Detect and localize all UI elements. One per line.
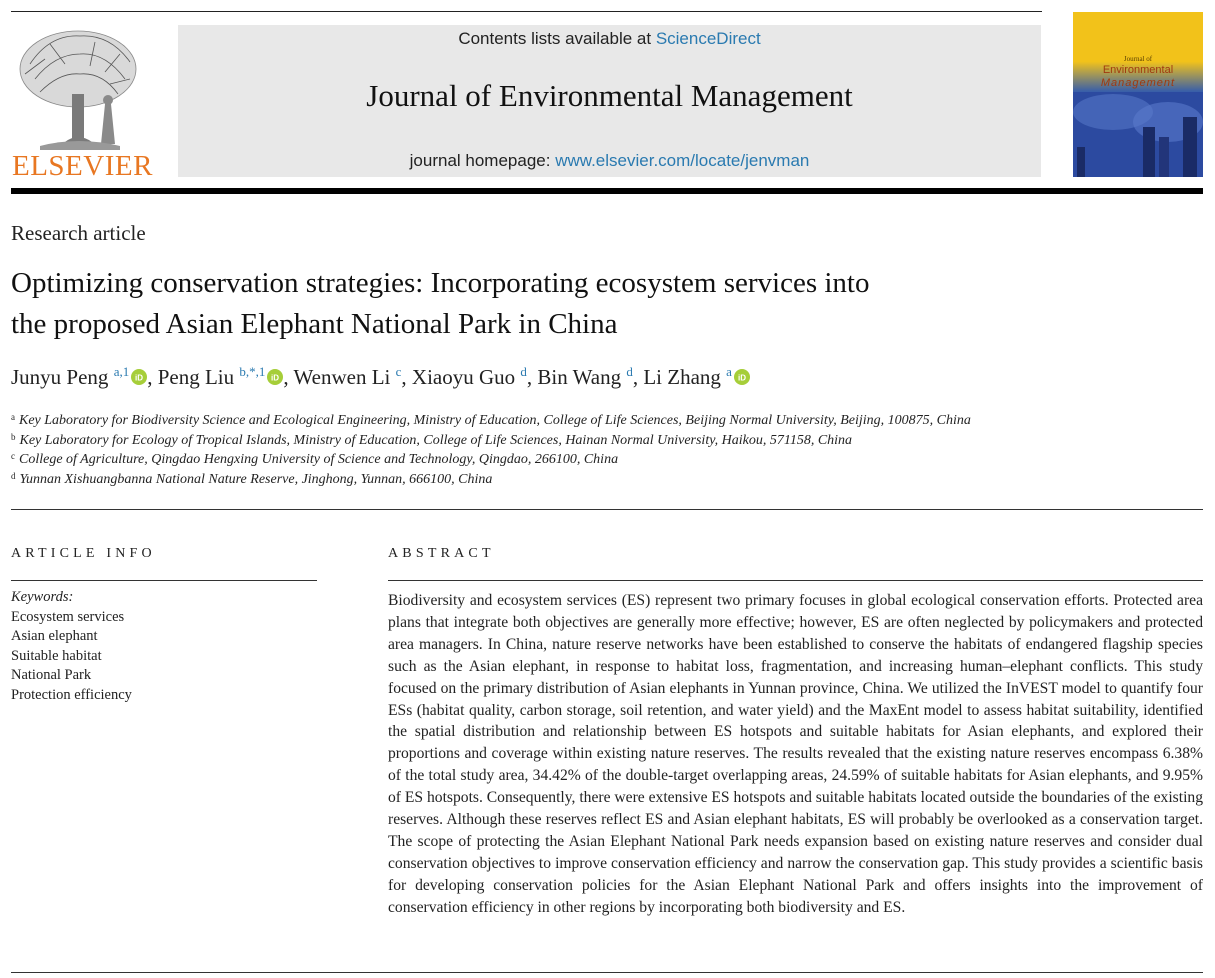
author-name[interactable]: Xiaoyu Guo <box>411 365 516 389</box>
affiliation-text: Key Laboratory for Ecology of Tropical Islands, Ministry of Education, College of Life Sciences, Hainan Normal University, Haikou, 571158, China <box>19 432 853 448</box>
abstract-text: Biodiversity and ecosystem services (ES) represent two primary focuses in global ecological conservation efforts. Protected area plans that integrate both objectives are generally more effective; however, ES are often neglected by policymakers and protected area managers. In China, nature reserve networks have been established to conserve the habitats of endangered flagship species such as the Asian elephant, in response to habitat loss, fragmentation, and increasing human–elephant conflicts. This study focused on the primary distribution of Asian elephants in Yunnan province, China. We utilized the InVEST model to quantify four ESs (habitat quality, carbon storage, soil retention, and water yield) and the MaxEnt model to assess habitat suitability, identified the spatial distribution and relationship between ES hotspots and suitable habitats for Asian elephants, and explored their proportions and coverage within existing nature reserves. The results revealed that the existing nature reserves encompass 6.38% of the total study area, 34.42% of the double-target overlapping areas, 24.59% of suitable habitats for Asian elephants, and 9.95% of ES hotspots. Consequently, there were extensive ES hotspots and suitable habitats located outside the boundaries of the existing reserves. Although these reserves reflect ES and Asian elephant habitats, ES will probably be overlooked as a conservation target. The scope of protecting the Asian Elephant National Park needs expansion based on existing nature reserves and consider dual conservation objectives to improve conservation efficiency and narrow the conservation gap. This study provides a scientific basis for developing conservation policies for the Asian Elephant National Park and offers insights into the improvement of conservation efficiency in other regions by incorporating both biodiversity and ES. <box>388 592 1203 916</box>
cover-cityscape-image <box>1073 92 1203 177</box>
author-name[interactable]: Li Zhang <box>643 365 721 389</box>
affiliation-marker: c <box>11 451 15 461</box>
affiliation-marker: a <box>11 412 15 422</box>
orcid-icon[interactable] <box>734 369 750 385</box>
header-thick-rule <box>11 188 1203 194</box>
keywords-block <box>11 588 132 705</box>
article-title-line-2: the proposed Asian Elephant National Park in China <box>11 308 618 340</box>
author-affiliation-marker[interactable]: a <box>726 364 732 379</box>
affiliation-item <box>11 450 971 470</box>
author-separator: , <box>401 365 412 389</box>
author-name[interactable]: Bin Wang <box>537 365 622 389</box>
keyword-item[interactable]: Ecosystem services <box>11 608 125 625</box>
abstract-heading: ABSTRACT <box>388 546 495 561</box>
author-list <box>11 365 750 390</box>
article-info-rule <box>11 580 317 581</box>
journal-title[interactable]: Journal of Environmental Management <box>366 78 853 113</box>
affiliation-marker: b <box>11 431 16 442</box>
keyword-item[interactable]: National Park <box>11 667 92 683</box>
contents-line <box>178 29 1041 49</box>
cover-small-line: Journal of <box>1123 55 1153 63</box>
author-separator: , <box>526 365 538 389</box>
affiliation-marker: d <box>11 470 16 481</box>
homepage-prefix: journal homepage: <box>409 151 556 170</box>
author-affiliation-marker[interactable]: a,1 <box>113 364 130 379</box>
article-title <box>11 263 1111 345</box>
publisher-wordmark: ELSEVIER <box>12 150 153 182</box>
cover-title-line-2: Management <box>1100 77 1176 89</box>
section-rule <box>11 509 1203 510</box>
article-title-line-1: Optimizing conservation strategies: Incorporating ecosystem services into <box>11 267 870 299</box>
author-affiliation-marker[interactable]: b,*,1 <box>239 364 266 379</box>
orcid-icon[interactable] <box>131 369 147 385</box>
author-affiliation-marker[interactable]: d <box>520 364 527 379</box>
keyword-item[interactable]: Protection efficiency <box>11 686 132 703</box>
author-separator: , <box>632 365 644 389</box>
author-name[interactable]: Peng Liu <box>157 365 235 389</box>
keywords-label: Keywords: <box>11 589 74 605</box>
author-separator: , <box>283 365 294 389</box>
affiliation-text: Yunnan Xishuangbanna National Nature Reserve, Jinghong, Yunnan, 666100, China <box>19 471 493 487</box>
affiliation-text: Key Laboratory for Biodiversity Science and Ecological Engineering, Ministry of Education, College of Life Sciences, Beijing Normal University, Beijing, 100875, China <box>19 413 971 428</box>
author-name[interactable]: Junyu Peng <box>11 365 109 389</box>
article-info-heading: ARTICLE INFO <box>11 546 156 561</box>
author-separator: , <box>147 365 158 389</box>
contents-prefix: Contents lists available at <box>458 29 656 48</box>
keyword-item[interactable]: Asian elephant <box>11 628 98 644</box>
author-affiliation-marker[interactable]: d <box>626 364 633 379</box>
top-rule <box>11 11 1042 12</box>
article-type: Research article <box>11 221 146 245</box>
author-name[interactable]: Wenwen Li <box>293 365 391 389</box>
svg-text:iD: iD <box>135 373 144 383</box>
cover-title-line-1: Environmental <box>1102 64 1174 76</box>
affiliation-list <box>11 411 971 489</box>
affiliation-item <box>11 431 971 451</box>
journal-banner <box>178 25 1041 177</box>
affiliation-text: College of Agriculture, Qingdao Hengxing University of Science and Technology, Qingdao, 266100, China <box>19 452 619 467</box>
bottom-rule <box>11 972 1203 973</box>
affiliation-item <box>11 470 971 490</box>
affiliation-item <box>11 411 971 431</box>
abstract-rule <box>388 580 1203 581</box>
keyword-item[interactable]: Suitable habitat <box>11 647 102 664</box>
svg-text:iD: iD <box>271 373 280 383</box>
orcid-icon[interactable] <box>267 369 283 385</box>
author-affiliation-marker[interactable]: c <box>395 364 402 379</box>
sciencedirect-link[interactable]: ScienceDirect <box>655 29 761 48</box>
svg-text:iD: iD <box>737 373 746 383</box>
journal-cover-image[interactable] <box>1073 12 1203 177</box>
journal-homepage-link[interactable]: www.elsevier.com/locate/jenvman <box>555 151 810 170</box>
homepage-line <box>178 151 1041 171</box>
keyword-list <box>11 608 132 706</box>
